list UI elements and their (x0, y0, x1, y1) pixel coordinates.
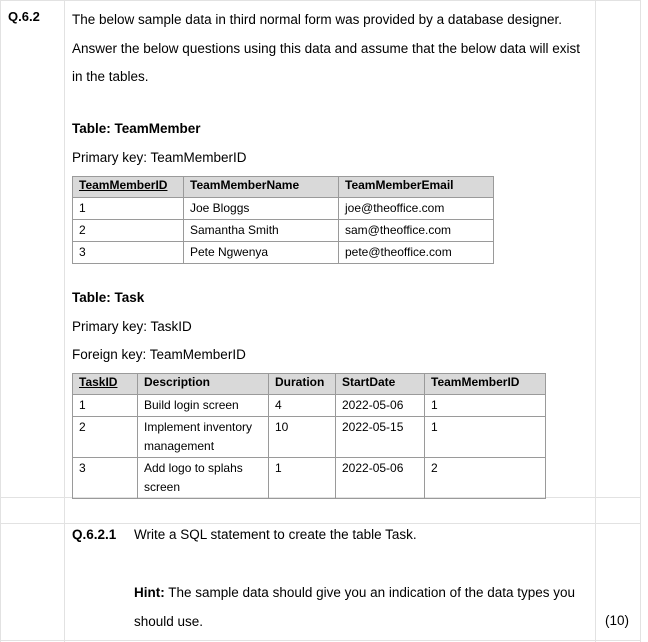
column-header: TeamMemberID (425, 374, 546, 395)
task-foreign-key: Foreign key: TeamMemberID (72, 347, 246, 362)
table-cell: sam@theoffice.com (339, 220, 494, 242)
column-header: StartDate (336, 374, 425, 395)
grid-line (0, 0, 641, 1)
table-cell: 1 (73, 198, 184, 220)
task-primary-key: Primary key: TaskID (72, 319, 192, 334)
column-header: TeamMemberName (184, 177, 339, 198)
hint-text: The sample data should give you an indication of the data types you should use. (134, 585, 576, 629)
table-cell: 2 (73, 417, 138, 458)
table-cell: 2022-05-15 (336, 417, 425, 458)
table-cell: 2022-05-06 (336, 395, 425, 417)
column-header: TeamMemberID (73, 177, 184, 198)
table-cell: Build login screen (138, 395, 269, 417)
table-cell: 2 (425, 458, 546, 499)
table-cell: 2022-05-06 (336, 458, 425, 499)
grid-line (0, 523, 641, 524)
teammember-primary-key: Primary key: TeamMemberID (72, 150, 247, 165)
table-row (73, 417, 546, 458)
column-header: TeamMemberEmail (339, 177, 494, 198)
table-cell: 1 (425, 395, 546, 417)
table-cell: pete@theoffice.com (339, 242, 494, 264)
hint-paragraph (134, 578, 589, 636)
table-cell: Implement inventory management (138, 417, 269, 458)
table-row (73, 198, 494, 220)
task-table-title: Table: Task (72, 290, 145, 305)
task-table (72, 373, 546, 499)
table-header-row (73, 177, 494, 198)
table-cell: 1 (73, 395, 138, 417)
grid-line (595, 0, 596, 642)
table-cell: Samantha Smith (184, 220, 339, 242)
grid-line (0, 640, 641, 641)
table-header-row (73, 374, 546, 395)
table-row (73, 242, 494, 264)
subquestion-text: Write a SQL statement to create the table Task. (134, 527, 417, 542)
table-cell: 10 (269, 417, 336, 458)
table-row (73, 395, 546, 417)
table-row (73, 220, 494, 242)
grid-line (0, 0, 1, 642)
grid-line (64, 0, 65, 642)
subquestion-number: Q.6.2.1 (72, 527, 117, 542)
grid-line (640, 0, 641, 642)
question-intro: The below sample data in third normal form was provided by a database designer. Answer the below questions using this data and assume that the below data will exist in the tables. (72, 12, 581, 84)
table-cell: 4 (269, 395, 336, 417)
question-number: Q.6.2 (8, 9, 40, 24)
column-header: Description (138, 374, 269, 395)
hint-label: Hint: (134, 585, 165, 600)
table-cell: Pete Ngwenya (184, 242, 339, 264)
marks-value: (10) (605, 613, 630, 628)
table-cell: Add logo to splahs screen (138, 458, 269, 499)
table-cell: joe@theoffice.com (339, 198, 494, 220)
table-cell: 3 (73, 242, 184, 264)
table-cell: Joe Bloggs (184, 198, 339, 220)
teammember-table-title: Table: TeamMember (72, 121, 201, 136)
teammember-table (72, 176, 494, 264)
column-header: TaskID (73, 374, 138, 395)
column-header: Duration (269, 374, 336, 395)
table-cell: 1 (269, 458, 336, 499)
table-row (73, 458, 546, 499)
table-cell: 3 (73, 458, 138, 499)
table-cell: 1 (425, 417, 546, 458)
table-cell: 2 (73, 220, 184, 242)
